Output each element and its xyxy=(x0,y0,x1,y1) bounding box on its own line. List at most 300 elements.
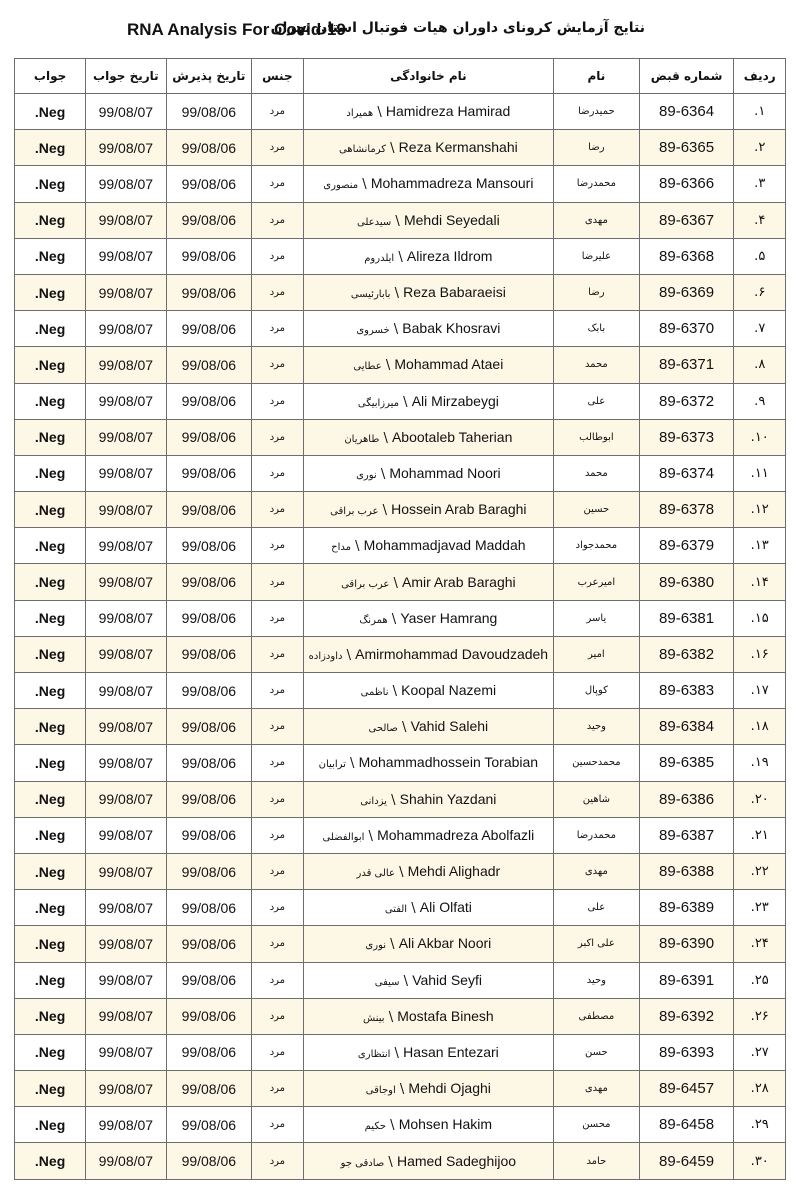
result-date-cell: 99/08/07 xyxy=(86,745,166,781)
row-number-cell: ۲۹. xyxy=(734,1107,786,1143)
table-row xyxy=(15,817,786,853)
table-row xyxy=(15,600,786,636)
row-number-cell: ۲۷. xyxy=(734,1034,786,1070)
table-row xyxy=(15,166,786,202)
table-row xyxy=(15,274,786,310)
name-separator: \ xyxy=(388,684,402,700)
answer-cell: Neg. xyxy=(15,455,86,491)
last-name-persian: نوری xyxy=(356,469,377,481)
answer-cell: Neg. xyxy=(15,528,86,564)
table-row xyxy=(15,347,786,383)
result-date-cell: 99/08/07 xyxy=(86,890,166,926)
header-receipt-number: شماره قبض xyxy=(639,59,734,94)
answer-cell: Neg. xyxy=(15,1107,86,1143)
result-date-cell: 99/08/07 xyxy=(86,311,166,347)
answer-cell: Neg. xyxy=(15,564,86,600)
header-last-name: نام خانوادگی xyxy=(303,59,553,94)
name-separator: \ xyxy=(379,430,392,446)
receipt-cell: 89-6457 xyxy=(639,1071,734,1107)
last-name-persian: حکیم xyxy=(364,1121,387,1133)
admission-date-cell: 99/08/06 xyxy=(166,564,252,600)
answer-cell: Neg. xyxy=(15,1034,86,1070)
admission-date-cell: 99/08/06 xyxy=(166,890,252,926)
receipt-cell: 89-6389 xyxy=(639,890,734,926)
first-name-cell: شاهین xyxy=(554,781,640,817)
row-number-cell: ۱۴. xyxy=(734,564,786,600)
admission-date-cell: 99/08/06 xyxy=(166,455,252,491)
last-name-english: Amir Arab Baraghi xyxy=(402,573,516,590)
last-name-cell xyxy=(303,1107,553,1143)
first-name-cell: بابک xyxy=(554,311,640,347)
table-row xyxy=(15,455,786,491)
answer-cell: Neg. xyxy=(15,1143,86,1179)
admission-date-cell: 99/08/06 xyxy=(166,962,252,998)
last-name-cell xyxy=(303,347,553,383)
name-separator: \ xyxy=(389,575,403,591)
gender-cell: مرد xyxy=(252,1034,304,1070)
answer-cell: Neg. xyxy=(15,781,86,817)
row-number-cell: ۷. xyxy=(734,311,786,347)
last-name-persian: عطایی xyxy=(353,361,382,373)
result-date-cell: 99/08/07 xyxy=(86,817,166,853)
row-number-cell: ۱۵. xyxy=(734,600,786,636)
answer-cell: Neg. xyxy=(15,709,86,745)
answer-cell: Neg. xyxy=(15,673,86,709)
name-separator: \ xyxy=(389,322,403,338)
first-name-cell: محمدرضا xyxy=(554,817,640,853)
last-name-cell xyxy=(303,1071,553,1107)
row-number-cell: ۲۳. xyxy=(734,890,786,926)
first-name-cell: محمد xyxy=(554,455,640,491)
result-date-cell: 99/08/07 xyxy=(86,455,166,491)
row-number-cell: ۲۰. xyxy=(734,781,786,817)
last-name-english: Hossein Arab Baraghi xyxy=(391,501,527,518)
last-name-persian: عرب براقی xyxy=(341,578,390,590)
last-name-english: Reza Babaraeisi xyxy=(403,284,506,301)
table-row xyxy=(15,1107,786,1143)
receipt-cell: 89-6368 xyxy=(639,238,734,274)
last-name-english: Babak Khosravi xyxy=(402,320,501,337)
last-name-persian: صالحی xyxy=(368,723,398,735)
last-name-persian: ناظمی xyxy=(360,687,389,699)
name-separator: \ xyxy=(386,141,399,157)
receipt-cell: 89-6387 xyxy=(639,817,734,853)
gender-cell: مرد xyxy=(252,130,304,166)
table-row xyxy=(15,311,786,347)
result-date-cell: 99/08/07 xyxy=(86,419,166,455)
first-name-cell: رضا xyxy=(554,130,640,166)
first-name-cell: علی xyxy=(554,890,640,926)
gender-cell: مرد xyxy=(252,890,304,926)
admission-date-cell: 99/08/06 xyxy=(166,311,252,347)
result-date-cell: 99/08/07 xyxy=(86,166,166,202)
row-number-cell: ۲۸. xyxy=(734,1071,786,1107)
admission-date-cell: 99/08/06 xyxy=(166,673,252,709)
last-name-cell xyxy=(303,745,553,781)
gender-cell: مرد xyxy=(252,202,304,238)
gender-cell: مرد xyxy=(252,1071,304,1107)
result-date-cell: 99/08/07 xyxy=(86,564,166,600)
gender-cell: مرد xyxy=(252,419,304,455)
row-number-cell: ۳. xyxy=(734,166,786,202)
last-name-persian: منصوری xyxy=(323,180,359,192)
row-number-cell: ۱۲. xyxy=(734,492,786,528)
last-name-cell xyxy=(303,166,553,202)
receipt-cell: 89-6392 xyxy=(639,998,734,1034)
first-name-cell: محمدرضا xyxy=(554,166,640,202)
gender-cell: مرد xyxy=(252,853,304,889)
name-separator: \ xyxy=(373,105,386,121)
name-separator: \ xyxy=(394,249,407,265)
answer-cell: Neg. xyxy=(15,926,86,962)
last-name-cell xyxy=(303,600,553,636)
result-date-cell: 99/08/07 xyxy=(86,926,166,962)
gender-cell: مرد xyxy=(252,745,304,781)
admission-date-cell: 99/08/06 xyxy=(166,166,252,202)
last-name-english: Ali Olfati xyxy=(419,899,472,916)
last-name-persian: سیفی xyxy=(374,976,400,988)
gender-cell: مرد xyxy=(252,962,304,998)
last-name-persian: الفتی xyxy=(384,904,408,916)
answer-cell: Neg. xyxy=(15,202,86,238)
receipt-cell: 89-6369 xyxy=(639,274,734,310)
first-name-cell: کوپال xyxy=(554,673,640,709)
title-persian: نتایج آزمایش کرونای داوران هیات فوتبال استان تهران xyxy=(270,20,645,36)
admission-date-cell: 99/08/06 xyxy=(166,709,252,745)
name-separator: \ xyxy=(386,792,400,808)
table-row xyxy=(15,383,786,419)
gender-cell: مرد xyxy=(252,347,304,383)
answer-cell: Neg. xyxy=(15,311,86,347)
result-date-cell: 99/08/07 xyxy=(86,347,166,383)
admission-date-cell: 99/08/06 xyxy=(166,238,252,274)
last-name-cell xyxy=(303,274,553,310)
last-name-cell xyxy=(303,817,553,853)
admission-date-cell: 99/08/06 xyxy=(166,528,252,564)
answer-cell: Neg. xyxy=(15,274,86,310)
last-name-persian: نوری xyxy=(365,940,387,952)
last-name-persian: میرزابیگی xyxy=(357,397,400,409)
last-name-english: Abootaleb Taherian xyxy=(391,428,513,445)
table-row xyxy=(15,1071,786,1107)
name-separator: \ xyxy=(376,466,390,482)
gender-cell: مرد xyxy=(252,383,304,419)
name-separator: \ xyxy=(395,1082,409,1098)
row-number-cell: ۱. xyxy=(734,94,786,130)
first-name-cell: مهدی xyxy=(554,1071,640,1107)
gender-cell: مرد xyxy=(252,238,304,274)
last-name-cell xyxy=(303,962,553,998)
last-name-persian: اوجاقی xyxy=(365,1085,396,1097)
last-name-cell xyxy=(303,130,553,166)
gender-cell: مرد xyxy=(252,492,304,528)
header-answer: جواب xyxy=(15,59,86,94)
table-row xyxy=(15,673,786,709)
receipt-cell: 89-6393 xyxy=(639,1034,734,1070)
last-name-english: Mohammad Noori xyxy=(389,464,501,481)
row-number-cell: ۱۷. xyxy=(734,673,786,709)
gender-cell: مرد xyxy=(252,274,304,310)
title-english: RNA Analysis For Covid-19 xyxy=(127,20,346,39)
answer-cell: Neg. xyxy=(15,383,86,419)
last-name-english: Hamed Sadeghijoo xyxy=(396,1152,517,1169)
receipt-cell: 89-6367 xyxy=(639,202,734,238)
first-name-cell: رضا xyxy=(554,274,640,310)
table-row xyxy=(15,238,786,274)
name-separator: \ xyxy=(387,611,401,627)
gender-cell: مرد xyxy=(252,781,304,817)
result-date-cell: 99/08/07 xyxy=(86,383,166,419)
admission-date-cell: 99/08/06 xyxy=(166,636,252,672)
header-result-date: تاریخ جواب xyxy=(86,59,166,94)
answer-cell: Neg. xyxy=(15,636,86,672)
answer-cell: Neg. xyxy=(15,130,86,166)
gender-cell: مرد xyxy=(252,600,304,636)
admission-date-cell: 99/08/06 xyxy=(166,998,252,1034)
gender-cell: مرد xyxy=(252,166,304,202)
table-row xyxy=(15,926,786,962)
answer-cell: Neg. xyxy=(15,745,86,781)
header-first-name: نام xyxy=(554,59,640,94)
gender-cell: مرد xyxy=(252,998,304,1034)
last-name-english: Mehdi Alighadr xyxy=(407,863,501,880)
last-name-persian: کرمانشاهی xyxy=(338,144,387,156)
last-name-english: Mohammadreza Abolfazli xyxy=(377,826,535,843)
admission-date-cell: 99/08/06 xyxy=(166,781,252,817)
gender-cell: مرد xyxy=(252,528,304,564)
answer-cell: Neg. xyxy=(15,347,86,383)
last-name-english: Reza Kermanshahi xyxy=(398,139,518,156)
last-name-persian: داودزاده xyxy=(308,650,343,662)
gender-cell: مرد xyxy=(252,926,304,962)
answer-cell: Neg. xyxy=(15,853,86,889)
first-name-cell: مهدی xyxy=(554,853,640,889)
result-date-cell: 99/08/07 xyxy=(86,274,166,310)
last-name-cell xyxy=(303,636,553,672)
last-name-english: Hasan Entezari xyxy=(403,1043,499,1060)
gender-cell: مرد xyxy=(252,636,304,672)
row-number-cell: ۲۲. xyxy=(734,853,786,889)
last-name-english: Mohammadjavad Maddah xyxy=(363,537,526,554)
receipt-cell: 89-6391 xyxy=(639,962,734,998)
result-date-cell: 99/08/07 xyxy=(86,94,166,130)
row-number-cell: ۲۶. xyxy=(734,998,786,1034)
last-name-english: Mohammadhossein Torabian xyxy=(358,754,539,771)
result-date-cell: 99/08/07 xyxy=(86,1034,166,1070)
table-row xyxy=(15,636,786,672)
answer-cell: Neg. xyxy=(15,419,86,455)
admission-date-cell: 99/08/06 xyxy=(166,1071,252,1107)
receipt-cell: 89-6371 xyxy=(639,347,734,383)
result-date-cell: 99/08/07 xyxy=(86,1071,166,1107)
receipt-cell: 89-6384 xyxy=(639,709,734,745)
admission-date-cell: 99/08/06 xyxy=(166,745,252,781)
table-row xyxy=(15,1034,786,1070)
row-number-cell: ۱۹. xyxy=(734,745,786,781)
gender-cell: مرد xyxy=(252,709,304,745)
name-separator: \ xyxy=(381,358,395,374)
last-name-cell xyxy=(303,1034,553,1070)
first-name-cell: ابوطالب xyxy=(554,419,640,455)
name-separator: \ xyxy=(390,1045,404,1061)
last-name-cell xyxy=(303,890,553,926)
gender-cell: مرد xyxy=(252,673,304,709)
admission-date-cell: 99/08/06 xyxy=(166,274,252,310)
receipt-cell: 89-6458 xyxy=(639,1107,734,1143)
table-row xyxy=(15,564,786,600)
header-row-number: ردیف xyxy=(734,59,786,94)
last-name-cell xyxy=(303,383,553,419)
name-separator: \ xyxy=(342,647,356,663)
receipt-cell: 89-6386 xyxy=(639,781,734,817)
last-name-persian: همیراد xyxy=(346,108,374,120)
last-name-persian: یزدانی xyxy=(360,795,387,807)
admission-date-cell: 99/08/06 xyxy=(166,853,252,889)
admission-date-cell: 99/08/06 xyxy=(166,419,252,455)
first-name-cell: مهدی xyxy=(554,202,640,238)
first-name-cell: علی xyxy=(554,383,640,419)
table-row xyxy=(15,853,786,889)
gender-cell: مرد xyxy=(252,1143,304,1179)
last-name-persian: طاهریان xyxy=(344,433,380,445)
receipt-cell: 89-6381 xyxy=(639,600,734,636)
receipt-cell: 89-6385 xyxy=(639,745,734,781)
last-name-persian: عالی قدر xyxy=(356,868,395,880)
table-row xyxy=(15,709,786,745)
row-number-cell: ۲۵. xyxy=(734,962,786,998)
first-name-cell: محسن xyxy=(554,1107,640,1143)
results-table xyxy=(14,58,786,1180)
receipt-cell: 89-6388 xyxy=(639,853,734,889)
first-name-cell: مصطفی xyxy=(554,998,640,1034)
result-date-cell: 99/08/07 xyxy=(86,1107,166,1143)
row-number-cell: ۲. xyxy=(734,130,786,166)
table-body xyxy=(15,94,786,1180)
result-date-cell: 99/08/07 xyxy=(86,998,166,1034)
last-name-cell xyxy=(303,94,553,130)
last-name-persian: سیدعلی xyxy=(357,216,392,228)
row-number-cell: ۱۱. xyxy=(734,455,786,491)
result-date-cell: 99/08/07 xyxy=(86,600,166,636)
row-number-cell: ۶. xyxy=(734,274,786,310)
answer-cell: Neg. xyxy=(15,492,86,528)
admission-date-cell: 99/08/06 xyxy=(166,202,252,238)
receipt-cell: 89-6390 xyxy=(639,926,734,962)
gender-cell: مرد xyxy=(252,94,304,130)
first-name-cell: محمدحسین xyxy=(554,745,640,781)
answer-cell: Neg. xyxy=(15,166,86,202)
last-name-cell xyxy=(303,926,553,962)
last-name-cell xyxy=(303,1143,553,1179)
name-separator: \ xyxy=(386,1118,399,1134)
admission-date-cell: 99/08/06 xyxy=(166,817,252,853)
table-row xyxy=(15,94,786,130)
result-date-cell: 99/08/07 xyxy=(86,853,166,889)
receipt-cell: 89-6378 xyxy=(639,492,734,528)
last-name-cell xyxy=(303,564,553,600)
answer-cell: Neg. xyxy=(15,238,86,274)
last-name-persian: بینش xyxy=(362,1012,385,1024)
gender-cell: مرد xyxy=(252,455,304,491)
last-name-cell xyxy=(303,202,553,238)
row-number-cell: ۵. xyxy=(734,238,786,274)
admission-date-cell: 99/08/06 xyxy=(166,1034,252,1070)
table-header-row xyxy=(15,59,786,94)
last-name-persian: ایلدروم xyxy=(364,252,395,264)
name-separator: \ xyxy=(386,937,399,953)
last-name-english: Mehdi Seyedali xyxy=(403,211,500,228)
receipt-cell: 89-6380 xyxy=(639,564,734,600)
table-row xyxy=(15,528,786,564)
last-name-english: Vahid Seyfi xyxy=(412,971,482,988)
name-separator: \ xyxy=(358,177,371,193)
last-name-cell xyxy=(303,998,553,1034)
answer-cell: Neg. xyxy=(15,962,86,998)
table-row xyxy=(15,492,786,528)
name-separator: \ xyxy=(399,973,413,989)
header-admission-date: تاریخ پذیرش xyxy=(166,59,252,94)
table-row xyxy=(15,781,786,817)
first-name-cell: حمیدرضا xyxy=(554,94,640,130)
gender-cell: مرد xyxy=(252,1107,304,1143)
first-name-cell: علیرضا xyxy=(554,238,640,274)
last-name-english: Ali Mirzabeygi xyxy=(411,392,499,409)
last-name-persian: عرب براقی xyxy=(330,506,379,518)
result-date-cell: 99/08/07 xyxy=(86,130,166,166)
last-name-english: Hamidreza Hamirad xyxy=(385,103,511,120)
first-name-cell: وحید xyxy=(554,962,640,998)
first-name-cell: حامد xyxy=(554,1143,640,1179)
last-name-persian: خسروی xyxy=(356,325,390,337)
row-number-cell: ۲۴. xyxy=(734,926,786,962)
row-number-cell: ۴. xyxy=(734,202,786,238)
row-number-cell: ۲۱. xyxy=(734,817,786,853)
last-name-english: Mohammad Ataei xyxy=(394,356,504,373)
name-separator: \ xyxy=(407,901,420,917)
receipt-cell: 89-6365 xyxy=(639,130,734,166)
last-name-persian: انتظاری xyxy=(357,1048,391,1060)
result-date-cell: 99/08/07 xyxy=(86,781,166,817)
document-title xyxy=(0,14,800,46)
name-separator: \ xyxy=(378,503,392,519)
receipt-cell: 89-6374 xyxy=(639,455,734,491)
last-name-cell xyxy=(303,853,553,889)
receipt-cell: 89-6372 xyxy=(639,383,734,419)
receipt-cell: 89-6373 xyxy=(639,419,734,455)
answer-cell: Neg. xyxy=(15,94,86,130)
first-name-cell: امیرعرب xyxy=(554,564,640,600)
last-name-persian: صادقی جو xyxy=(340,1157,385,1169)
gender-cell: مرد xyxy=(252,564,304,600)
first-name-cell: وحید xyxy=(554,709,640,745)
last-name-cell xyxy=(303,709,553,745)
result-date-cell: 99/08/07 xyxy=(86,528,166,564)
receipt-cell: 89-6366 xyxy=(639,166,734,202)
table-row xyxy=(15,130,786,166)
last-name-cell xyxy=(303,781,553,817)
last-name-english: Ali Akbar Noori xyxy=(398,935,492,952)
name-separator: \ xyxy=(399,394,412,410)
name-separator: \ xyxy=(384,1009,398,1025)
name-separator: \ xyxy=(364,828,378,844)
first-name-cell: حسین xyxy=(554,492,640,528)
result-date-cell: 99/08/07 xyxy=(86,709,166,745)
result-date-cell: 99/08/07 xyxy=(86,238,166,274)
last-name-cell xyxy=(303,492,553,528)
first-name-cell: محمدجواد xyxy=(554,528,640,564)
last-name-persian: مداح xyxy=(331,542,352,554)
result-date-cell: 99/08/07 xyxy=(86,492,166,528)
